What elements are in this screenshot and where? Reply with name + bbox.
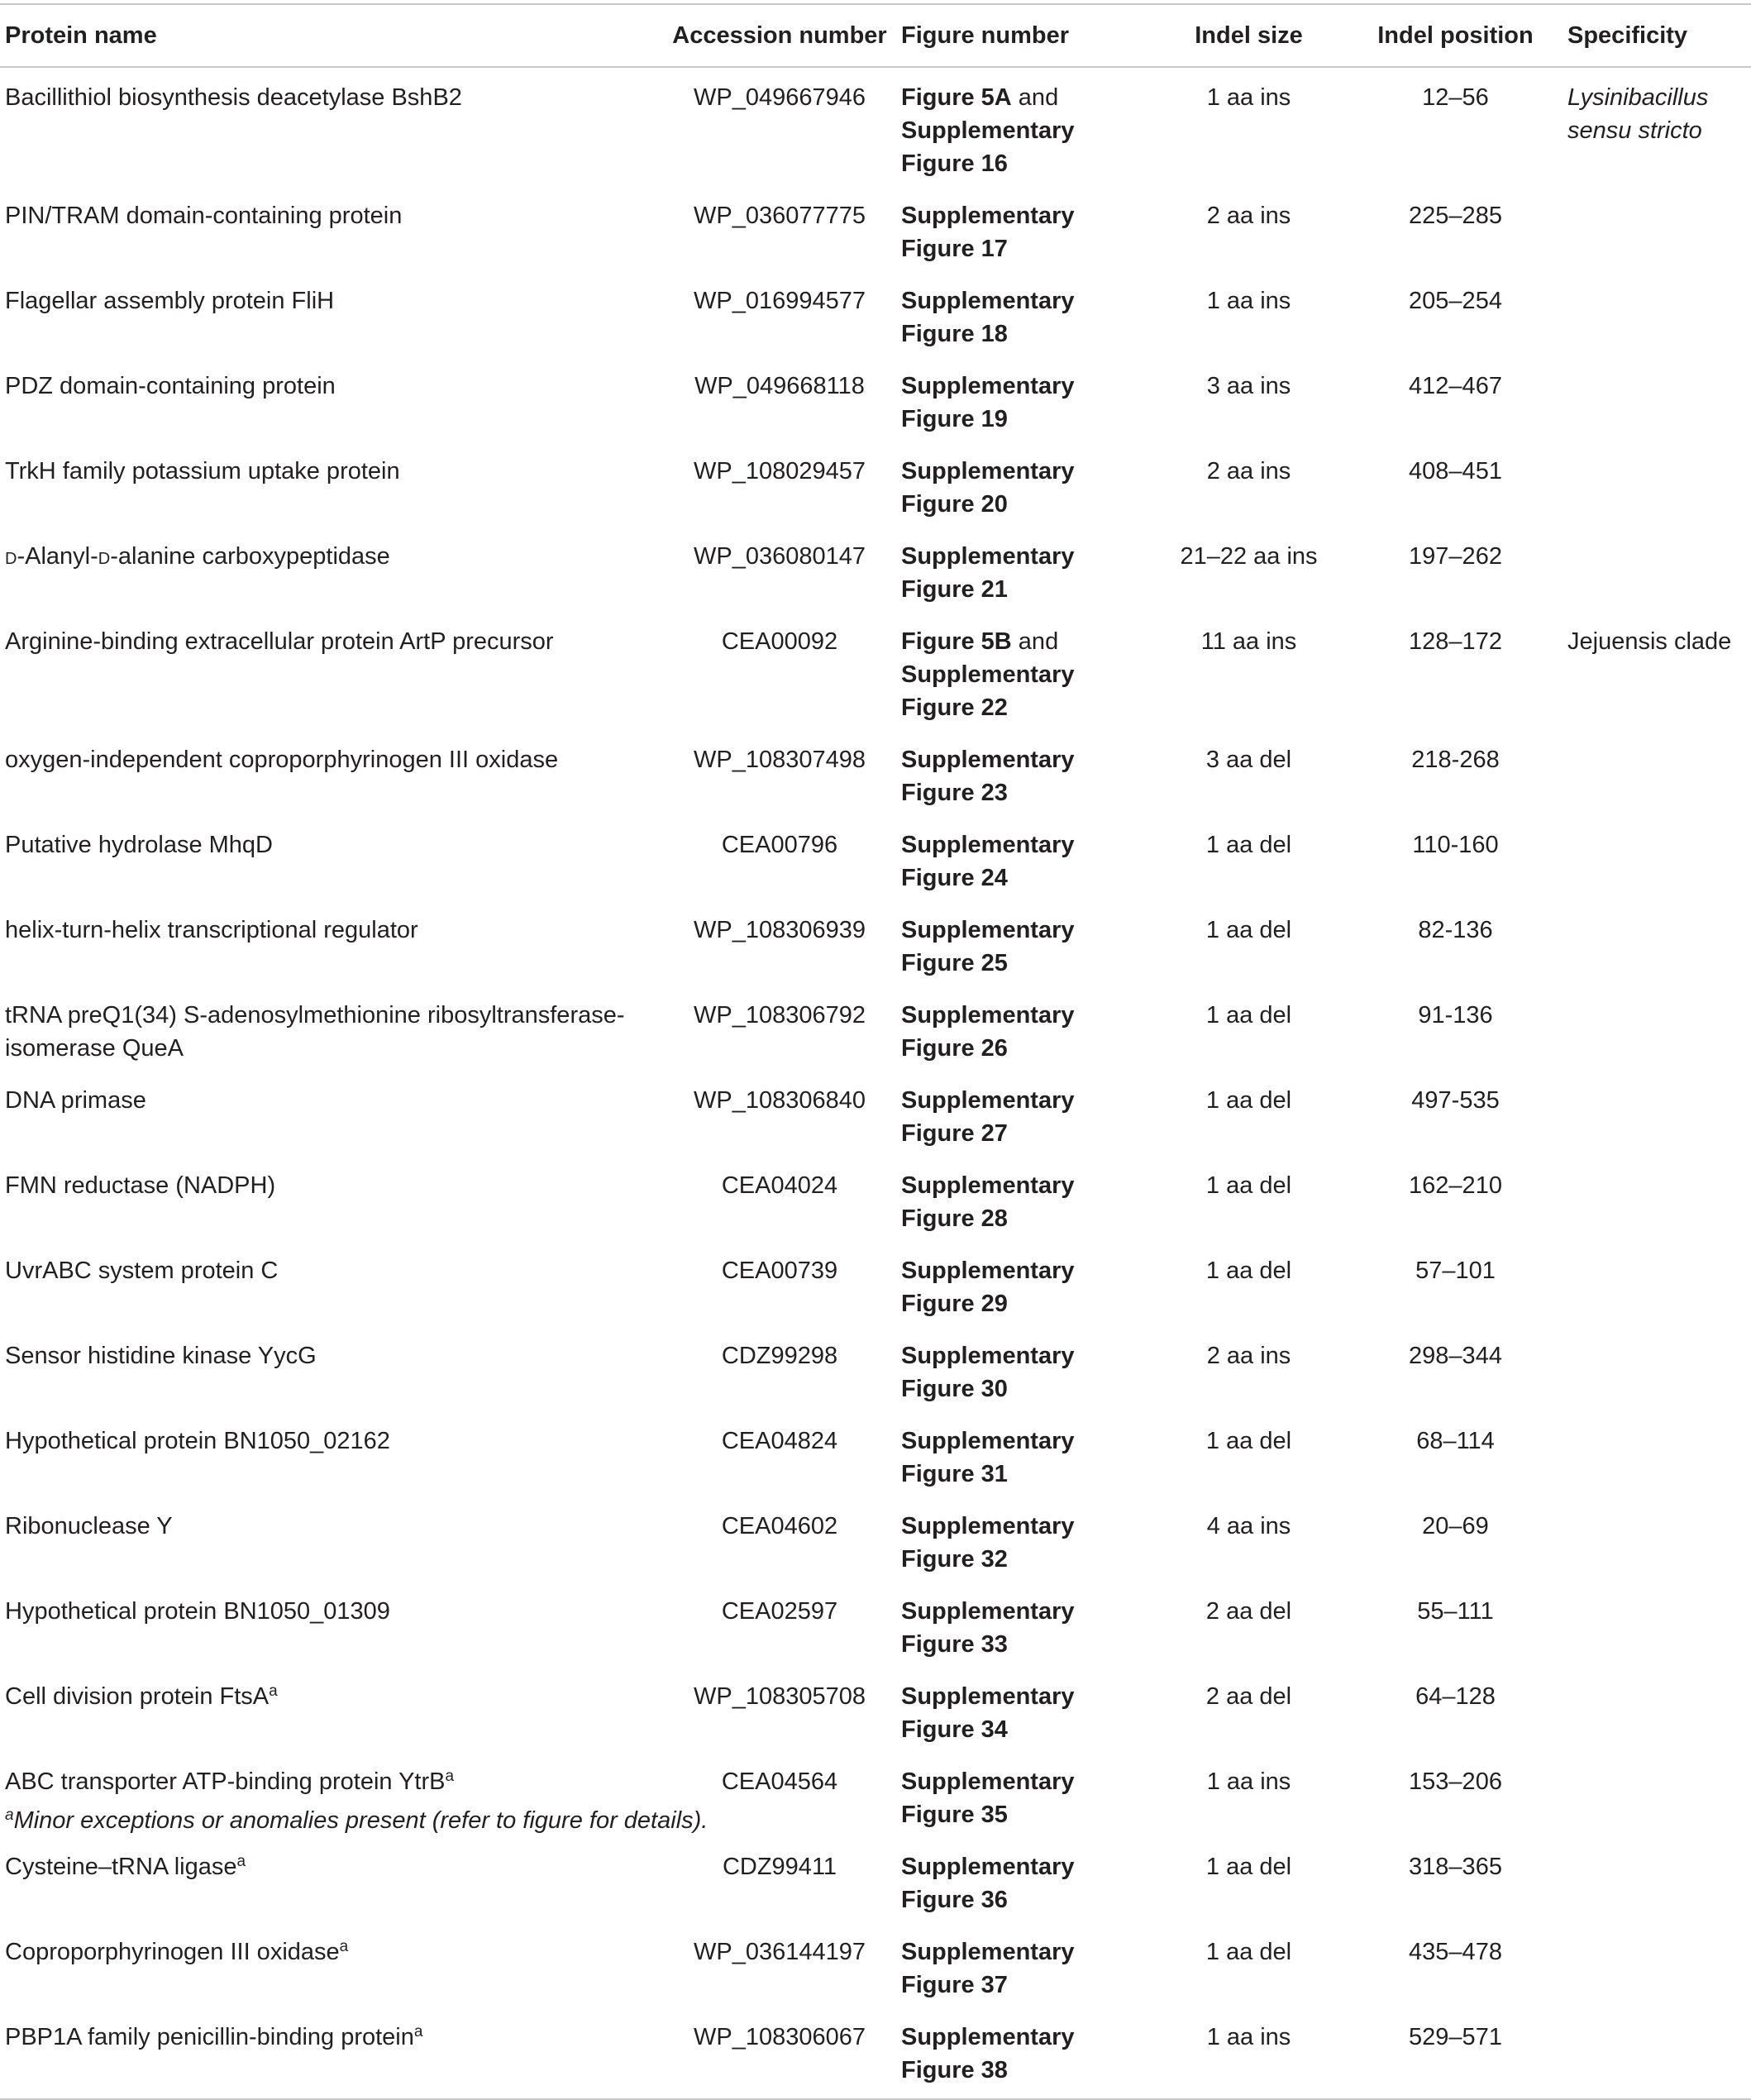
table-row bbox=[0, 986, 1751, 1071]
protein-name-cell bbox=[0, 1496, 653, 1582]
table-row bbox=[0, 527, 1751, 612]
header-row bbox=[0, 4, 1751, 67]
figure-number-cell bbox=[901, 730, 1149, 815]
table-row bbox=[0, 67, 1751, 186]
figure-number-cell bbox=[901, 900, 1149, 986]
protein-name: Hypothetical protein BN1050_02162 bbox=[5, 1428, 390, 1454]
figure-number-cell bbox=[901, 1411, 1149, 1496]
indel-size-cell: 21–22 aa ins bbox=[1180, 543, 1318, 570]
indel-position-cell: 82-136 bbox=[1418, 917, 1493, 943]
indel-size-cell: 1 aa del bbox=[1205, 1428, 1292, 1454]
protein-name: PBP1A family penicillin-binding protein bbox=[5, 2024, 414, 2050]
protein-name: oxygen-independent coproporphyrinogen III oxidase bbox=[5, 747, 559, 773]
footnote-marker: a bbox=[445, 1768, 455, 1785]
accession-number-cell: CEA04024 bbox=[721, 1172, 838, 1199]
figure-number-cell bbox=[901, 1922, 1149, 2007]
table-row bbox=[0, 356, 1751, 441]
indel-position-cell: 64–128 bbox=[1415, 1683, 1496, 1710]
specificity-cell bbox=[1563, 1156, 1751, 1241]
protein-name: Sensor histidine kinase YycG bbox=[5, 1343, 317, 1369]
specificity-cell bbox=[1563, 1752, 1751, 1837]
figure-number-cell bbox=[901, 186, 1149, 271]
indel-size-cell: 2 aa ins bbox=[1206, 458, 1291, 484]
small-caps-prefix: d bbox=[5, 543, 17, 570]
supplementary-figure-ref: Supplementary Figure 20 bbox=[901, 458, 1075, 518]
accession-number-cell: CEA00092 bbox=[721, 628, 838, 655]
header-figure-number: Figure number bbox=[901, 22, 1070, 49]
supplementary-figure-ref: Supplementary Figure 30 bbox=[901, 1343, 1075, 1402]
footnote-text: Minor exceptions or anomalies present (refer to figure for details). bbox=[13, 1807, 709, 1834]
indel-position-cell: 218-268 bbox=[1411, 747, 1500, 773]
accession-number-cell: WP_108029457 bbox=[694, 458, 866, 484]
indel-size-cell: 1 aa del bbox=[1205, 832, 1292, 858]
indel-size-cell: 1 aa del bbox=[1205, 1258, 1292, 1284]
indel-position-cell: 497-535 bbox=[1411, 1087, 1500, 1114]
protein-name: PIN/TRAM domain-containing protein bbox=[5, 203, 403, 229]
protein-name-cell bbox=[0, 1837, 653, 1922]
protein-name-cell bbox=[0, 67, 653, 186]
indel-position-cell: 91-136 bbox=[1418, 1002, 1493, 1029]
supplementary-figure-ref: Supplementary Figure 36 bbox=[901, 1854, 1075, 1913]
specificity-cell bbox=[1563, 271, 1751, 356]
accession-number-cell: WP_108306939 bbox=[694, 917, 866, 943]
header-indel-position: Indel position bbox=[1377, 22, 1534, 49]
supplementary-figure-ref: Supplementary Figure 27 bbox=[901, 1087, 1075, 1147]
figure-conjunction: and bbox=[1011, 628, 1059, 655]
protein-name-cell bbox=[0, 900, 653, 986]
protein-name: Bacillithiol biosynthesis deacetylase BshB2 bbox=[5, 84, 462, 111]
table-row bbox=[0, 441, 1751, 527]
figure-number-cell bbox=[901, 356, 1149, 441]
table-row bbox=[0, 186, 1751, 271]
accession-number-cell: WP_049667946 bbox=[694, 84, 866, 111]
table-row bbox=[0, 815, 1751, 900]
protein-name-cell bbox=[0, 1411, 653, 1496]
supplementary-figure-ref: Supplementary Figure 32 bbox=[901, 1513, 1075, 1573]
figure-number-cell bbox=[901, 441, 1149, 527]
supplementary-figure-ref: Supplementary Figure 19 bbox=[901, 373, 1075, 432]
specificity-cell bbox=[1563, 1667, 1751, 1752]
specificity-cell bbox=[1563, 1922, 1751, 2007]
table-row bbox=[0, 1837, 1751, 1922]
protein-name: Hypothetical protein BN1050_01309 bbox=[5, 1598, 390, 1625]
table-header bbox=[0, 4, 1751, 67]
table-row bbox=[0, 612, 1751, 730]
figure-number-cell bbox=[901, 1071, 1149, 1156]
protein-name: Cell division protein FtsA bbox=[5, 1683, 270, 1710]
protein-name: FMN reductase (NADPH) bbox=[5, 1172, 276, 1199]
indel-size-cell: 1 aa del bbox=[1205, 917, 1292, 943]
supplementary-figure-ref: Supplementary Figure 31 bbox=[901, 1428, 1075, 1487]
figure-number-cell bbox=[901, 527, 1149, 612]
accession-number-cell: CEA04602 bbox=[721, 1513, 838, 1539]
protein-name: PDZ domain-containing protein bbox=[5, 373, 336, 399]
protein-name: tRNA preQ1(34) S-adenosylmethionine ribosyltransferase-isomerase QueA bbox=[5, 1002, 625, 1062]
indel-position-cell: 205–254 bbox=[1409, 288, 1502, 314]
footnote-marker: a bbox=[413, 2023, 423, 2040]
figure-number-cell bbox=[901, 612, 1149, 730]
indel-size-cell: 2 aa ins bbox=[1206, 1343, 1291, 1369]
specificity-cell bbox=[1563, 1411, 1751, 1496]
protein-name-cell bbox=[0, 356, 653, 441]
indel-size-cell: 2 aa del bbox=[1205, 1598, 1292, 1625]
protein-name-cell bbox=[0, 1241, 653, 1326]
protein-name: Ribonuclease Y bbox=[5, 1513, 173, 1539]
table-row bbox=[0, 1496, 1751, 1582]
supplementary-figure-ref: Supplementary Figure 29 bbox=[901, 1258, 1075, 1317]
accession-number-cell: WP_108307498 bbox=[694, 747, 866, 773]
indel-position-cell: 162–210 bbox=[1409, 1172, 1502, 1199]
header-protein-name: Protein name bbox=[5, 22, 157, 49]
protein-name-cell bbox=[0, 1582, 653, 1667]
indel-position-cell: 110-160 bbox=[1412, 832, 1499, 858]
indel-size-cell: 1 aa del bbox=[1205, 1002, 1292, 1029]
figure-number-cell bbox=[901, 1582, 1149, 1667]
table-row bbox=[0, 730, 1751, 815]
indel-position-cell: 20–69 bbox=[1422, 1513, 1489, 1539]
supplementary-figure-ref: Supplementary Figure 22 bbox=[901, 661, 1075, 721]
indel-position-cell: 435–478 bbox=[1409, 1939, 1502, 1965]
indel-position-cell: 197–262 bbox=[1409, 543, 1502, 570]
indel-position-cell: 68–114 bbox=[1416, 1428, 1495, 1454]
accession-number-cell: CEA04564 bbox=[721, 1768, 838, 1795]
specificity-cell bbox=[1563, 815, 1751, 900]
protein-name-cell bbox=[0, 1156, 653, 1241]
figure-number-cell bbox=[901, 1752, 1149, 1837]
table-row bbox=[0, 1922, 1751, 2007]
supplementary-figure-ref: Supplementary Figure 38 bbox=[901, 2024, 1075, 2083]
supplementary-figure-ref: Supplementary Figure 37 bbox=[901, 1939, 1075, 1998]
figure-number-cell bbox=[901, 986, 1149, 1071]
protein-name-cell bbox=[0, 271, 653, 356]
specificity-cell bbox=[1563, 356, 1751, 441]
figure-number-cell bbox=[901, 1156, 1149, 1241]
specificity-cell bbox=[1563, 527, 1751, 612]
specificity-cell bbox=[1563, 986, 1751, 1071]
header-specificity: Specificity bbox=[1567, 22, 1688, 49]
supplementary-figure-ref: Supplementary Figure 35 bbox=[901, 1768, 1075, 1828]
supplementary-figure-ref: Supplementary Figure 18 bbox=[901, 288, 1075, 347]
table-row bbox=[0, 1241, 1751, 1326]
accession-number-cell: WP_108306840 bbox=[694, 1087, 866, 1114]
protein-name-cell bbox=[0, 986, 653, 1071]
accession-number-cell: WP_108306067 bbox=[694, 2024, 866, 2050]
indel-size-cell: 1 aa ins bbox=[1206, 84, 1291, 111]
specificity-cell bbox=[1563, 441, 1751, 527]
protein-name-part: -Alanyl- bbox=[17, 543, 98, 570]
protein-name-cell bbox=[0, 730, 653, 815]
specificity-cell bbox=[1563, 900, 1751, 986]
protein-name-cell bbox=[0, 186, 653, 271]
protein-name-cell bbox=[0, 815, 653, 900]
table-footnote bbox=[5, 1804, 708, 1837]
main-figure-ref: Figure 5A bbox=[901, 84, 1012, 111]
table-row bbox=[0, 1071, 1751, 1156]
indel-position-cell: 225–285 bbox=[1409, 203, 1502, 229]
protein-name: Cysteine–tRNA ligase bbox=[5, 1854, 237, 1880]
indel-size-cell: 11 aa ins bbox=[1200, 628, 1297, 655]
indel-size-cell: 3 aa ins bbox=[1206, 373, 1291, 399]
protein-name-cell bbox=[0, 1071, 653, 1156]
accession-number-cell: CEA04824 bbox=[721, 1428, 838, 1454]
table-row bbox=[0, 271, 1751, 356]
specificity-cell bbox=[1563, 730, 1751, 815]
supplementary-figure-ref: Supplementary Figure 23 bbox=[901, 747, 1075, 806]
supplementary-figure-ref: Supplementary Figure 34 bbox=[901, 1683, 1075, 1743]
specificity-cell bbox=[1563, 1326, 1751, 1411]
accession-number-cell: WP_036077775 bbox=[694, 203, 866, 229]
figure-number-cell bbox=[901, 67, 1149, 186]
indel-size-cell: 1 aa ins bbox=[1206, 2024, 1291, 2050]
supplementary-figure-ref: Supplementary Figure 16 bbox=[901, 117, 1075, 177]
indel-position-cell: 55–111 bbox=[1417, 1598, 1494, 1625]
indel-position-cell: 57–101 bbox=[1415, 1258, 1496, 1284]
main-figure-ref: Figure 5B bbox=[901, 628, 1012, 655]
accession-number-cell: WP_108305708 bbox=[694, 1683, 866, 1710]
supplementary-figure-ref: Supplementary Figure 21 bbox=[901, 543, 1075, 603]
figure-number-cell bbox=[901, 1837, 1149, 1922]
specificity-cell bbox=[1563, 1837, 1751, 1922]
indel-size-cell: 1 aa del bbox=[1205, 1854, 1292, 1880]
supplementary-figure-ref: Supplementary Figure 28 bbox=[901, 1172, 1075, 1232]
figure-number-cell bbox=[901, 2007, 1149, 2099]
supplementary-figure-ref: Supplementary Figure 17 bbox=[901, 203, 1075, 262]
indel-position-cell: 128–172 bbox=[1409, 628, 1502, 655]
figure-number-cell bbox=[901, 815, 1149, 900]
table-row bbox=[0, 2007, 1751, 2099]
supplementary-figure-ref: Supplementary Figure 33 bbox=[901, 1598, 1075, 1658]
protein-name: Arginine-binding extracellular protein ArtP precursor bbox=[5, 628, 554, 655]
indel-table bbox=[0, 3, 1751, 2100]
table-row bbox=[0, 900, 1751, 986]
accession-number-cell: WP_036080147 bbox=[694, 543, 866, 570]
supplementary-figure-ref: Supplementary Figure 26 bbox=[901, 1002, 1075, 1062]
footnote-marker: a bbox=[236, 1853, 246, 1870]
indel-position-cell: 153–206 bbox=[1409, 1768, 1502, 1795]
small-caps-prefix: d bbox=[98, 543, 111, 570]
table-row bbox=[0, 1411, 1751, 1496]
specificity-cell bbox=[1563, 1241, 1751, 1326]
indel-position-cell: 529–571 bbox=[1409, 2024, 1502, 2050]
indel-size-cell: 3 aa del bbox=[1205, 747, 1292, 773]
accession-number-cell: WP_036144197 bbox=[694, 1939, 866, 1965]
protein-name-cell bbox=[0, 1326, 653, 1411]
accession-number-cell: CEA00796 bbox=[721, 832, 838, 858]
accession-number-cell: CEA00739 bbox=[721, 1258, 838, 1284]
table-row bbox=[0, 1326, 1751, 1411]
supplementary-figure-ref: Supplementary Figure 24 bbox=[901, 832, 1075, 891]
indel-position-cell: 298–344 bbox=[1409, 1343, 1502, 1369]
protein-name: Coproporphyrinogen III oxidase bbox=[5, 1939, 340, 1965]
indel-size-cell: 1 aa del bbox=[1205, 1939, 1292, 1965]
figure-number-cell bbox=[901, 1667, 1149, 1752]
table-row bbox=[0, 1156, 1751, 1241]
supplementary-figure-ref: Supplementary Figure 25 bbox=[901, 917, 1075, 976]
protein-name: DNA primase bbox=[5, 1087, 146, 1114]
footnote-marker: a bbox=[269, 1682, 278, 1700]
protein-name: -alanine carboxypeptidase bbox=[110, 543, 390, 570]
footnote-marker: a bbox=[339, 1938, 349, 1955]
protein-name-cell bbox=[0, 1922, 653, 2007]
header-accession-number: Accession number bbox=[672, 22, 887, 49]
protein-name: ABC transporter ATP-binding protein YtrB bbox=[5, 1768, 446, 1795]
protein-name: Putative hydrolase MhqD bbox=[5, 832, 273, 858]
protein-name-cell bbox=[0, 527, 653, 612]
footnote-marker: a bbox=[5, 1806, 14, 1824]
specificity-cell: Jejuensis clade bbox=[1567, 628, 1732, 655]
indel-position-cell: 408–451 bbox=[1409, 458, 1502, 484]
specificity-cell: Lysinibacillus sensu stricto bbox=[1567, 84, 1709, 144]
figure-number-cell bbox=[901, 1326, 1149, 1411]
protein-name-cell bbox=[0, 612, 653, 730]
protein-name: helix-turn-helix transcriptional regulator bbox=[5, 917, 418, 943]
accession-number-cell: WP_049668118 bbox=[694, 373, 865, 399]
indel-size-cell: 2 aa del bbox=[1205, 1683, 1292, 1710]
header-indel-size: Indel size bbox=[1195, 22, 1303, 49]
figure-number-cell bbox=[901, 1496, 1149, 1582]
accession-number-cell: WP_108306792 bbox=[694, 1002, 866, 1029]
indel-position-cell: 412–467 bbox=[1409, 373, 1502, 399]
table-row bbox=[0, 1667, 1751, 1752]
figure-number-cell bbox=[901, 271, 1149, 356]
indel-position-cell: 318–365 bbox=[1409, 1854, 1502, 1880]
figure-number-cell bbox=[901, 1241, 1149, 1326]
indel-position-cell: 12–56 bbox=[1422, 84, 1489, 111]
indel-size-cell: 1 aa del bbox=[1205, 1172, 1292, 1199]
protein-name: UvrABC system protein C bbox=[5, 1258, 279, 1284]
accession-number-cell: WP_016994577 bbox=[694, 288, 866, 314]
protein-name: TrkH family potassium uptake protein bbox=[5, 458, 400, 484]
specificity-cell bbox=[1563, 1071, 1751, 1156]
table-row bbox=[0, 1582, 1751, 1667]
indel-size-cell: 4 aa ins bbox=[1206, 1513, 1291, 1539]
protein-name-cell bbox=[0, 2007, 653, 2099]
indel-size-cell: 2 aa ins bbox=[1206, 203, 1291, 229]
specificity-cell bbox=[1563, 186, 1751, 271]
protein-name-cell bbox=[0, 1667, 653, 1752]
specificity-cell bbox=[1563, 1496, 1751, 1582]
protein-name: Flagellar assembly protein FliH bbox=[5, 288, 335, 314]
accession-number-cell: CDZ99411 bbox=[722, 1854, 837, 1880]
table-body bbox=[0, 67, 1751, 2099]
protein-name-cell bbox=[0, 441, 653, 527]
specificity-cell bbox=[1563, 1582, 1751, 1667]
figure-conjunction: and bbox=[1011, 84, 1059, 111]
indel-size-cell: 1 aa del bbox=[1205, 1087, 1292, 1114]
indel-size-cell: 1 aa ins bbox=[1206, 288, 1291, 314]
indel-size-cell: 1 aa ins bbox=[1206, 1768, 1291, 1795]
accession-number-cell: CDZ99298 bbox=[721, 1343, 838, 1369]
specificity-cell bbox=[1563, 2007, 1751, 2099]
accession-number-cell: CEA02597 bbox=[721, 1598, 838, 1625]
